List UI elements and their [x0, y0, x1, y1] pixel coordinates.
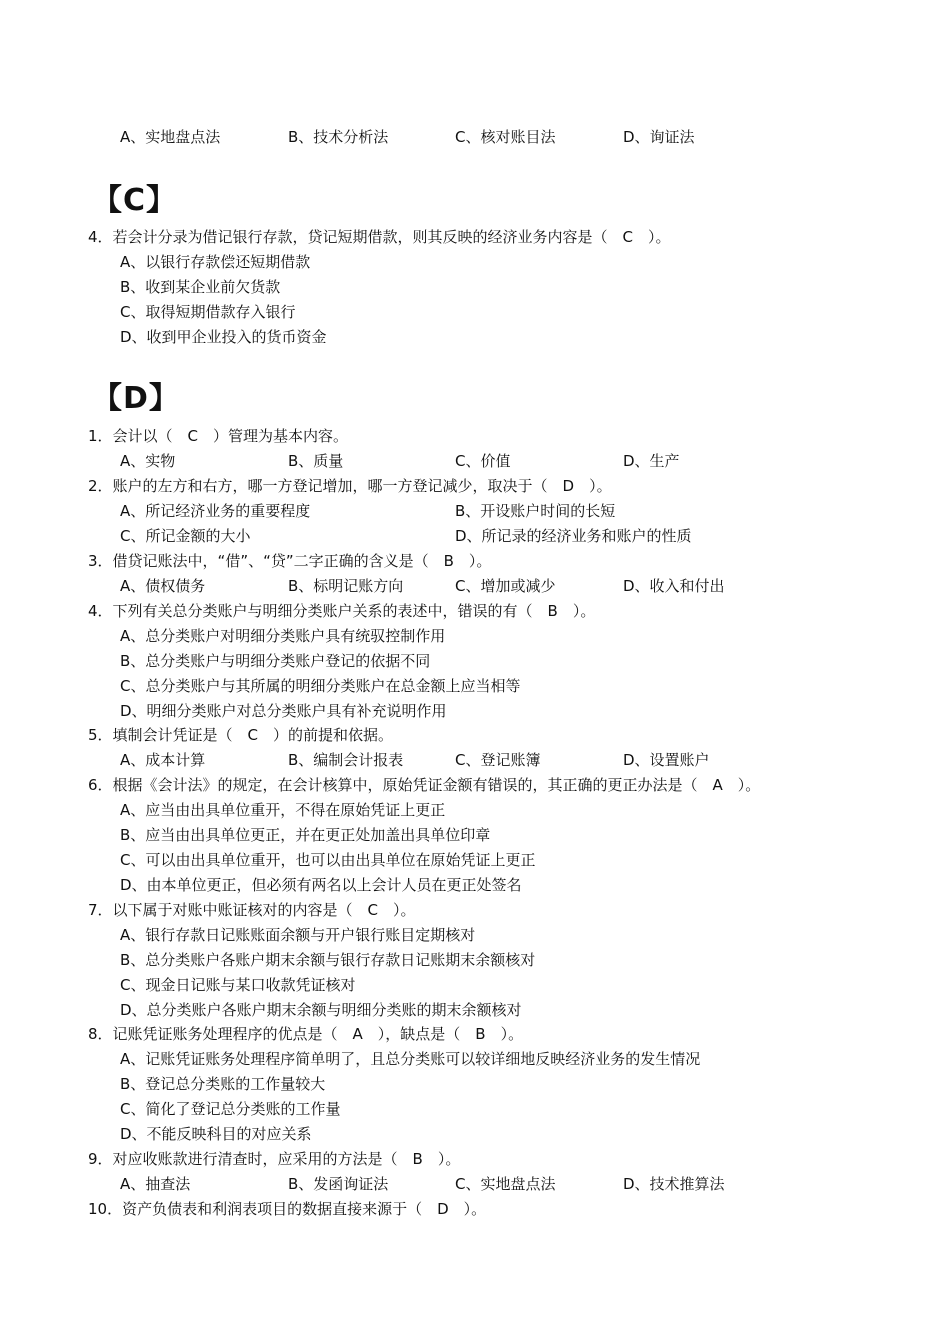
- option-a: A、所记经济业务的重要程度: [120, 502, 311, 520]
- question-d1: 1．会计以（ C ）管理为基本内容。: [88, 427, 349, 445]
- option-b: B、应当由出具单位更正，并在更正处加盖出具单位印章: [120, 826, 491, 844]
- question-d8: 8．记账凭证账务处理程序的优点是（ A ），缺点是（ B ）。: [88, 1025, 524, 1043]
- option-b: B、开设账户时间的长短: [455, 502, 616, 520]
- option-a: A、抽查法: [120, 1175, 191, 1193]
- option-a: A、银行存款日记账账面余额与开户银行账目定期核对: [120, 926, 476, 944]
- option-a: A、以银行存款偿还短期借款: [120, 253, 311, 271]
- option-c: C、简化了登记总分类账的工作量: [120, 1100, 341, 1118]
- section-heading-c: 【C】: [92, 183, 178, 218]
- option-b: B、技术分析法: [288, 128, 389, 146]
- question-d4: 4．下列有关总分类账户与明细分类账户关系的表述中，错误的有（ B ）。: [88, 602, 596, 620]
- option-d: D、所记录的经济业务和账户的性质: [455, 527, 692, 545]
- question-d10: 10．资产负债表和利润表项目的数据直接来源于（ D ）。: [88, 1200, 487, 1218]
- option-c: C、登记账簿: [455, 751, 541, 769]
- option-b: B、发函询证法: [288, 1175, 389, 1193]
- question-d3: 3．借贷记账法中，“借”、“贷”二字正确的含义是（ B ）。: [88, 552, 492, 570]
- question-c4: 4．若会计分录为借记银行存款，贷记短期借款，则其反映的经济业务内容是（ C ）。: [88, 228, 671, 246]
- option-d: D、技术推算法: [623, 1175, 725, 1193]
- option-d: D、总分类账户各账户期末余额与明细分类账的期末余额核对: [120, 1001, 522, 1019]
- option-b: B、总分类账户各账户期末余额与银行存款日记账期末余额核对: [120, 951, 536, 969]
- option-a: A、债权债务: [120, 577, 206, 595]
- option-a: A、总分类账户对明细分类账户具有统驭控制作用: [120, 627, 446, 645]
- option-b: B、收到某企业前欠货款: [120, 278, 281, 296]
- option-c: C、实地盘点法: [455, 1175, 556, 1193]
- option-a: A、成本计算: [120, 751, 206, 769]
- question-d9: 9．对应收账款进行清查时，应采用的方法是（ B ）。: [88, 1150, 461, 1168]
- option-d: D、明细分类账户对总分类账户具有补充说明作用: [120, 702, 447, 720]
- option-b: B、总分类账户与明细分类账户登记的依据不同: [120, 652, 431, 670]
- option-c: C、增加或减少: [455, 577, 556, 595]
- option-d: D、由本单位更正，但必须有两名以上会计人员在更正处签名: [120, 876, 522, 894]
- question-d7: 7．以下属于对账中账证核对的内容是（ C ）。: [88, 901, 416, 919]
- question-d5: 5．填制会计凭证是（ C ）的前提和依据。: [88, 726, 394, 744]
- option-b: B、质量: [288, 452, 344, 470]
- option-c: C、价值: [455, 452, 511, 470]
- option-d: D、生产: [623, 452, 680, 470]
- section-heading-d: 【D】: [92, 381, 180, 416]
- option-c: C、取得短期借款存入银行: [120, 303, 296, 321]
- option-c: C、总分类账户与其所属的明细分类账户在总金额上应当相等: [120, 677, 521, 695]
- option-c: C、现金日记账与某口收款凭证核对: [120, 976, 356, 994]
- option-a: A、实地盘点法: [120, 128, 221, 146]
- option-a: A、记账凭证账务处理程序简单明了，且总分类账可以较详细地反映经济业务的发生情况: [120, 1050, 701, 1068]
- option-a: A、实物: [120, 452, 176, 470]
- question-d2: 2．账户的左方和右方，哪一方登记增加，哪一方登记减少，取决于（ D ）。: [88, 477, 612, 495]
- option-d: D、收到甲企业投入的货币资金: [120, 328, 327, 346]
- option-d: D、收入和付出: [623, 577, 725, 595]
- option-b: B、标明记账方向: [288, 577, 404, 595]
- option-c: C、可以由出具单位重开，也可以由出具单位在原始凭证上更正: [120, 851, 536, 869]
- question-d6: 6．根据《会计法》的规定，在会计核算中，原始凭证金额有错误的，其正确的更正办法是（ A ）。: [88, 776, 761, 794]
- option-d: D、设置账户: [623, 751, 710, 769]
- option-d: D、询证法: [623, 128, 695, 146]
- option-a: A、应当由出具单位重开，不得在原始凭证上更正: [120, 801, 446, 819]
- option-b: B、编制会计报表: [288, 751, 404, 769]
- option-c: C、核对账目法: [455, 128, 556, 146]
- option-b: B、登记总分类账的工作量较大: [120, 1075, 326, 1093]
- option-c: C、所记金额的大小: [120, 527, 251, 545]
- option-d: D、不能反映科目的对应关系: [120, 1125, 312, 1143]
